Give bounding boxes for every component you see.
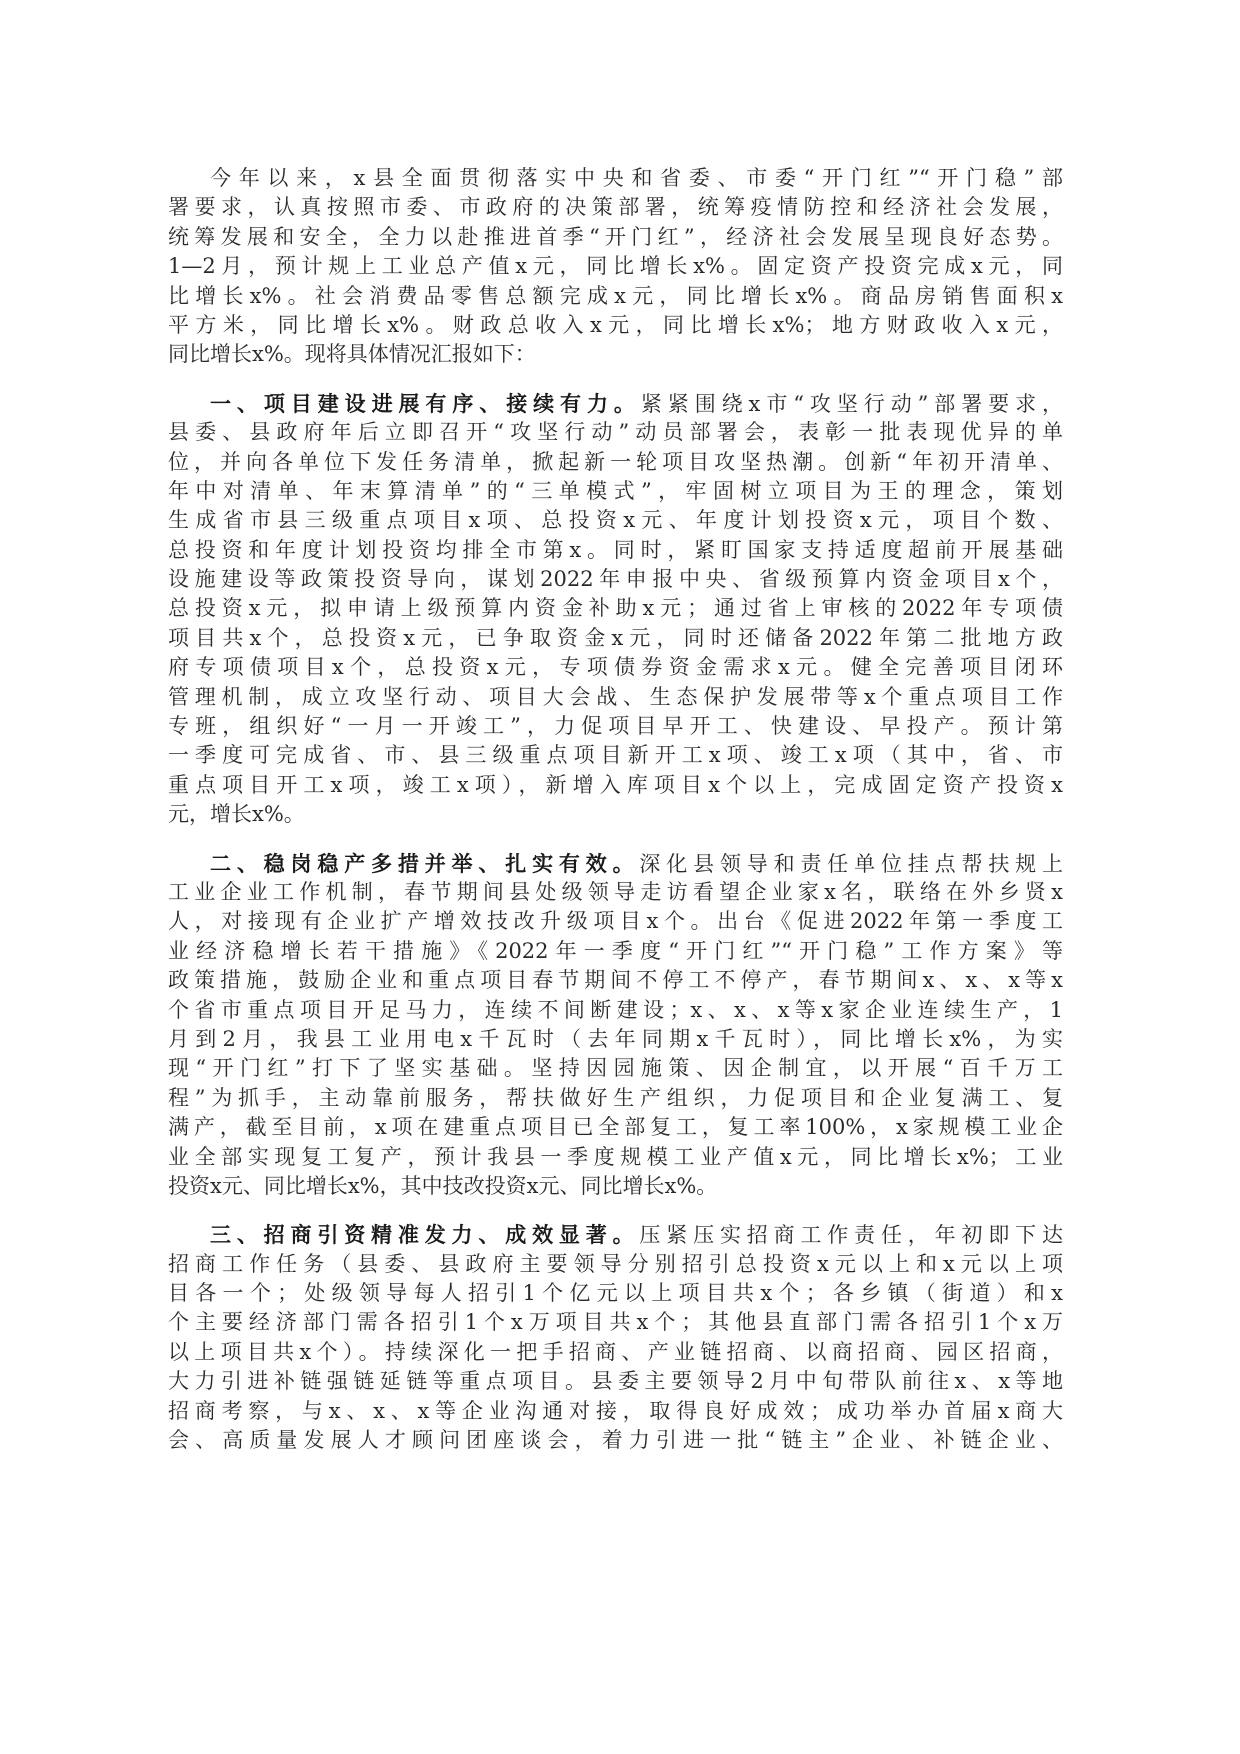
text-line: 年中对清单、年末算清单”的“三单模式”，牢固树立项目为王的理念，策划 [168,478,1063,503]
text-line: 人，对接现有企业扩产增效技改升级项目x个。出台《促进2022年第一季度工 [168,909,1063,934]
text-line: 一季度可完成省、市、县三级重点项目新开工x项、竣工x项（其中，省、市 [168,743,1063,768]
text-line [168,1220,1063,1249]
text-line: 以上项目共x个）。持续深化一把手招商、产业链招商、以商招商、园区招商， [168,1339,1063,1364]
paragraph-section-3 [168,1220,1063,1455]
text-line: 月到2月，我县工业用电x千瓦时（去年同期x千瓦时），同比增长x%，为实 [168,1026,1063,1051]
text-line: 府专项债项目x个，总投资x元，专项债券资金需求x元。健全完善项目闭环 [168,655,1063,680]
text-line: 专班，组织好“一月一开竣工”，力促项目早开工、快建设、早投产。预计第 [168,714,1063,739]
text-line: 生成省市县三级重点项目x项、总投资x元、年度计划投资x元，项目个数、 [168,508,1063,533]
text-line: 元，增长x%。 [168,802,305,827]
paragraph-section-2 [168,849,1063,1202]
text-line: 投资x元、同比增长x%，其中技改投资x元、同比增长x%。 [168,1173,718,1198]
text-line: 工业企业工作机制，春节期间县处级领导走访看望企业家x名，联络在外乡贤x [168,879,1063,904]
text-line: 满产，截至目前，x项在建重点项目已全部复工，复工率100%，x家规模工业企 [168,1115,1063,1140]
text-line: 管理机制，成立攻坚行动、项目大会战、生态保护发展带等x个重点项目工作 [168,684,1063,709]
text-line: 总投资和年度计划投资均排全市第x。同时，紧盯国家支持适度超前开展基础 [168,537,1063,562]
paragraph-intro [168,164,1063,370]
text-run: 紧紧围绕x市“攻坚行动”部署要求， [640,391,1063,416]
text-line: 平方米，同比增长x%。财政总收入x元，同比增长x%；地方财政收入x元， [168,312,1063,337]
text-line: 招商考察，与x、x、x等企业沟通对接，取得良好成效；成功举办首届x商大 [168,1398,1063,1423]
text-line: 总投资x元，拟申请上级预算内资金补助x元；通过省上审核的2022年专项债 [168,596,1063,621]
text-line: 招商工作任务（县委、县政府主要领导分别招引总投资x元以上和x元以上项 [168,1251,1063,1276]
text-run: 压紧压实招商工作责任，年初即下达 [639,1223,1064,1248]
text-line: 1—2月，预计规上工业总产值x元，同比增长x%。固定资产投资完成x元，同 [168,254,1063,279]
text-line: 设施建设等政策投资导向，谋划2022年申报中央、省级预算内资金项目x个， [168,567,1063,592]
text-line: 大力引进补链强链延链等重点项目。县委主要领导2月中旬带队前往x、x等地 [168,1369,1063,1394]
text-line: 重点项目开工x项，竣工x项），新增入库项目x个以上，完成固定资产投资x [168,772,1063,797]
text-line: 比增长x%。社会消费品零售总额完成x元，同比增长x%。商品房销售面积x [168,283,1063,308]
text-line: 同比增长x%。现将具体情况汇报如下： [168,342,536,367]
text-line: 署要求，认真按照市委、市政府的决策部署，统筹疫情防控和经济社会发展， [168,195,1063,220]
text-line: 位，并向各单位下发任务清单，掀起新一轮项目攻坚热潮。创新“年初开清单、 [168,449,1063,474]
text-line: 政策措施，鼓励企业和重点项目春节期间不停工不停产，春节期间x、x、x等x [168,968,1063,993]
text-line [168,389,1063,418]
section-heading: 一、项目建设进展有序、接续有力。 [210,390,641,416]
text-line: 个主要经济部门需各招引1个x万项目共x个；其他县直部门需各招引1个x万 [168,1310,1063,1335]
text-line: 业全部实现复工复产，预计我县一季度规模工业产值x元，同比增长x%；工业 [168,1144,1063,1169]
document-body [168,164,1063,1474]
text-line: 现“开门红”打下了坚实基础。坚持因园施策、因企制宜，以开展“百千万工 [168,1056,1063,1081]
text-line: 程”为抓手，主动靠前服务，帮扶做好生产组织，力促项目和企业复满工、复 [168,1085,1063,1110]
text-line: 个省市重点项目开足马力，连续不间断建设；x、x、x等x家企业连续生产，1 [168,997,1063,1022]
text-run: 深化县领导和责任单位挂点帮扶规上 [639,851,1064,876]
text-line: 业经济稳增长若干措施》《2022年一季度“开门红”“开门稳”工作方案》等 [168,938,1063,963]
text-line: 统筹发展和安全，全力以赴推进首季“开门红”，经济社会发展呈现良好态势。 [168,224,1063,249]
section-heading: 三、招商引资精准发力、成效显著。 [210,1222,640,1248]
paragraph-section-1 [168,389,1063,830]
text-line [168,849,1063,878]
section-heading: 二、稳岗稳产多措并举、扎实有效。 [210,850,640,876]
text-line: 县委、县政府年后立即召开“攻坚行动”动员部署会，表彰一批表现优异的单 [168,420,1063,445]
text-line: 目各一个；处级领导每人招引1个亿元以上项目共x个；各乡镇（街道）和x [168,1281,1063,1306]
text-line: 会、高质量发展人才顾问团座谈会，着力引进一批“链主”企业、补链企业、 [168,1428,1063,1453]
text-line: 项目共x个，总投资x元，已争取资金x元，同时还储备2022年第二批地方政 [168,625,1063,650]
text-line: 今年以来，x县全面贯彻落实中央和省委、市委“开门红”“开门稳”部 [210,166,1063,190]
